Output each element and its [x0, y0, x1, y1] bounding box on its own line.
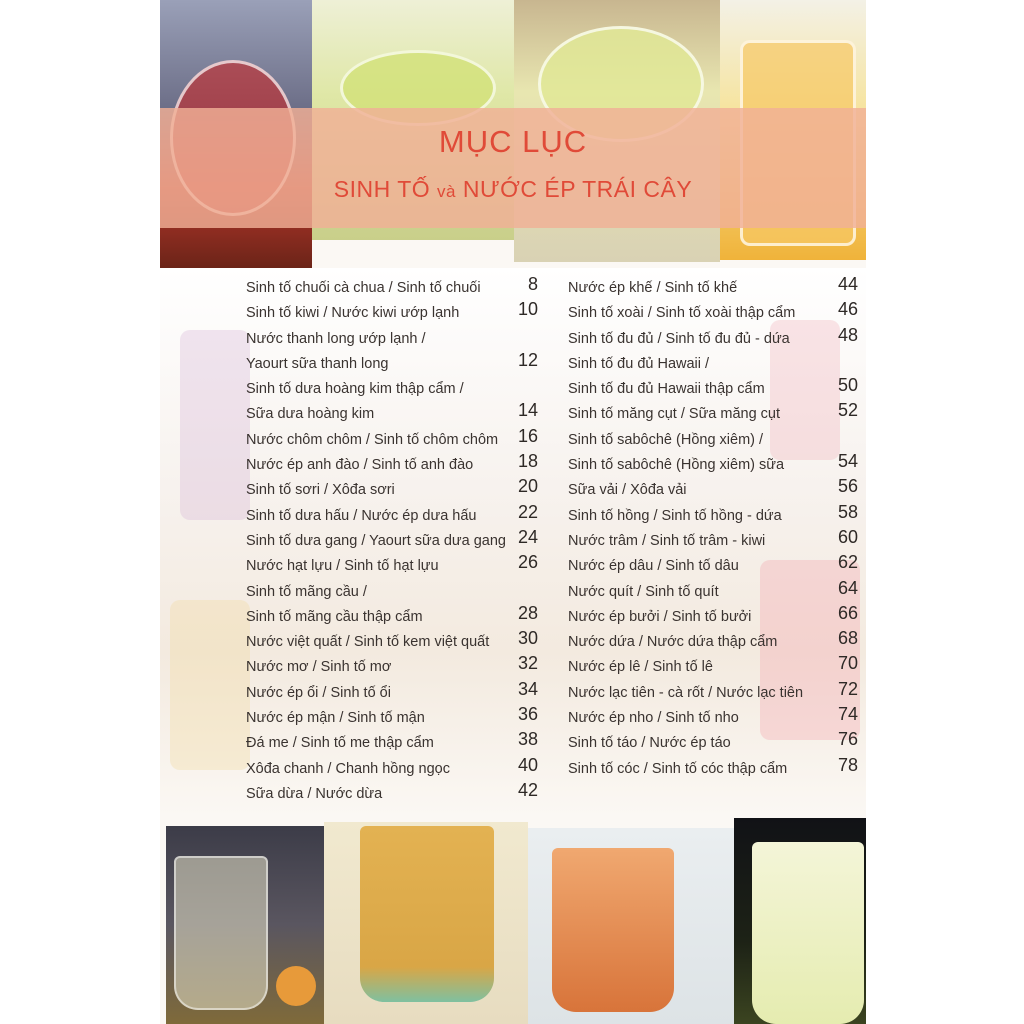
toc-entry-title: Sinh tố hồng / Sinh tố hồng - dứa [568, 507, 782, 524]
toc-entry [568, 301, 858, 326]
toc-entry [246, 478, 546, 503]
toc-entry [568, 324, 858, 352]
toc-entry-page: 78 [837, 754, 858, 775]
toc-entry [246, 377, 546, 402]
page-title: MỤC LỤC [438, 124, 588, 159]
toc-entry-page: 68 [837, 628, 858, 649]
toc-entry-page: 70 [837, 653, 858, 674]
toc-entry-title: Nước lạc tiên - cà rốt / Nước lạc tiên [568, 684, 804, 701]
toc-entry-page: 60 [837, 526, 858, 547]
lime-slush-photo [734, 818, 866, 1024]
toc-entry-page: 34 [517, 678, 538, 699]
toc-entry-page: 30 [517, 628, 538, 649]
toc-entry-title: Nước trâm / Sinh tố trâm - kiwi [568, 532, 766, 549]
toc-entry-page: 62 [837, 552, 858, 573]
toc-entry-title: Sinh tố sabôchê (Hồng xiêm) sữa [568, 457, 785, 474]
toc-entry-title: Sinh tố sabôchê (Hồng xiêm) / [568, 431, 764, 448]
toc-entry [568, 428, 858, 453]
toc-entry-title: Nước ép mận / Sinh tố mận [246, 710, 425, 727]
page-subtitle [160, 176, 866, 203]
toc-entry-page: 66 [837, 602, 858, 623]
toc-entry-title: Sinh tố dưa hoàng kim thập cẩm / [246, 381, 464, 398]
toc-entry [246, 580, 546, 605]
toc-entry [568, 377, 858, 402]
toc-entry-title: Sữa dưa hoàng kim [246, 406, 375, 423]
toc-entry-title: Nước việt quất / Sinh tố kem việt quất [246, 634, 490, 651]
toc-entry-page: 46 [837, 299, 858, 320]
toc-entry-page: 16 [517, 425, 538, 446]
toc-entry [568, 453, 858, 478]
papaya-juice-glass [552, 848, 674, 1012]
toc-entry [246, 779, 546, 807]
toc-entry-title: Nước ép anh đào / Sinh tố anh đào [246, 457, 474, 474]
toc-entry [246, 501, 546, 529]
toc-entry-page: 18 [517, 451, 538, 472]
toc-entry [568, 630, 858, 655]
toc-entry-title: Sinh tố măng cụt / Sữa măng cụt [568, 406, 781, 423]
toc-entry-page: 22 [517, 501, 538, 522]
toc-entry-page: 72 [837, 678, 858, 699]
toc-entry [246, 327, 546, 352]
toc-entry-title: Nước ép bưởi / Sinh tố bưởi [568, 608, 752, 625]
toc-entry [568, 754, 858, 782]
papaya-juice-photo [528, 828, 734, 1024]
toc-entry [246, 655, 546, 680]
toc-entry-title: Sinh tố cóc / Sinh tố cóc thập cẩm [568, 760, 788, 777]
toc-entry-title: Sinh tố dưa gang / Yaourt sữa dưa gang [246, 532, 506, 549]
clear-glass [174, 856, 268, 1010]
toc-entry-title: Nước chôm chôm / Sinh tố chôm chôm [246, 431, 499, 448]
toc-entry-page: 28 [517, 602, 538, 623]
toc-entry-title: Nước hạt lựu / Sinh tố hạt lựu [246, 558, 439, 575]
subtitle-part1: SINH TỐ [333, 176, 431, 202]
toc-entry [246, 706, 546, 731]
toc-entry-title: Sinh tố xoài / Sinh tố xoài thập cẩm [568, 305, 796, 322]
toc-entry-title: Sữa dừa / Nước dừa [246, 785, 383, 802]
toc-entry-page: 20 [517, 476, 538, 497]
toc-entry-title: Sinh tố đu đủ / Sinh tố đu đủ - dứa [568, 330, 790, 347]
toc-entry [568, 678, 858, 706]
toc-entry [246, 301, 546, 326]
subtitle-part2: NƯỚC ÉP TRÁI CÂY [462, 176, 693, 202]
toc-entry-page: 24 [517, 526, 538, 547]
toc-entry [246, 526, 546, 554]
toc-entry-title: Sinh tố đu đủ Hawaii thập cẩm [568, 381, 765, 398]
toc-entry-title: Nước ép khế / Sinh tố khế [568, 280, 738, 296]
toc-entry-page: 76 [837, 729, 858, 750]
toc-entry [568, 526, 858, 554]
faded-drink-decoration [170, 600, 250, 770]
toc-entry-page: 14 [517, 400, 538, 421]
toc-entry-title: Nước thanh long ướp lạnh / [246, 330, 426, 347]
toc-entry [568, 577, 858, 605]
toc-entry-page: 32 [517, 653, 538, 674]
toc-entry [568, 554, 858, 579]
toc-entry-title: Sinh tố đu đủ Hawaii / [568, 355, 710, 372]
toc-entry-title: Nước dứa / Nước dứa thập cẩm [568, 634, 778, 651]
subtitle-conjunction: và [437, 182, 457, 201]
toc-entry [246, 754, 546, 782]
toc-entry-title: Nước ép nho / Sinh tố nho [568, 710, 739, 727]
toc-entry-page: 44 [837, 274, 858, 294]
toc-entry [246, 453, 546, 478]
toc-entry [568, 731, 858, 756]
toc-entry-title: Nước ép ổi / Sinh tố ổi [246, 684, 391, 701]
toc-entry [246, 731, 546, 756]
toc-entry-page: 12 [517, 349, 538, 370]
toc-entry-title: Sữa vải / Xôđa vải [568, 482, 687, 499]
toc-entry-page: 74 [837, 704, 858, 725]
toc-entry-page: 58 [837, 501, 858, 522]
toc-entry-page: 52 [837, 400, 858, 421]
toc-entry [568, 501, 858, 529]
toc-entry-page: 42 [517, 779, 538, 800]
toc-entry-title: Sinh tố táo / Nước ép táo [568, 735, 731, 752]
mango-smoothie-photo [324, 822, 528, 1024]
toc-left-column [246, 276, 546, 807]
toc-entry-title: Sinh tố chuối cà chua / Sinh tố chuối [246, 280, 481, 296]
toc-entry-title: Nước quít / Sinh tố quít [568, 583, 719, 600]
toc-entry-page: 10 [517, 299, 538, 320]
toc-entry-title: Sinh tố dưa hấu / Nước ép dưa hấu [246, 507, 477, 524]
toc-entry [246, 630, 546, 655]
toc-entry [568, 402, 858, 427]
toc-entry [246, 602, 546, 630]
toc-entry-title: Sinh tố mãng cầu / [246, 583, 367, 600]
toc-entry-page: 64 [837, 577, 858, 598]
toc-entry-title: Sinh tố kiwi / Nước kiwi ướp lạnh [246, 305, 460, 322]
toc-entry-page: 8 [527, 274, 538, 294]
toc-entry [568, 276, 858, 301]
toc-entry-page: 54 [837, 451, 858, 472]
toc-entry-page: 38 [517, 729, 538, 750]
toc-entry-page: 50 [837, 375, 858, 396]
toc-entry-title: Nước mơ / Sinh tố mơ [246, 659, 392, 676]
toc-entry-page: 56 [837, 476, 858, 497]
peach-fruit [276, 966, 316, 1006]
toc-entry [568, 602, 858, 630]
toc-entry-page: 48 [837, 324, 858, 345]
toc-right-column [568, 276, 858, 782]
toc-entry-page: 40 [517, 754, 538, 775]
peach-drink-photo [166, 826, 324, 1024]
lime-slush-glass [752, 842, 864, 1024]
toc-entry-title: Nước ép lê / Sinh tố lê [568, 659, 713, 676]
toc-entry [568, 352, 858, 377]
book-page [160, 0, 866, 1024]
toc-entry-title: Xôđa chanh / Chanh hồng ngọc [246, 760, 450, 777]
faded-drink-decoration [180, 330, 250, 520]
toc-entry-title: Nước ép dâu / Sinh tố dâu [568, 558, 739, 575]
toc-entry [246, 402, 546, 427]
toc-entry [246, 276, 546, 301]
toc-entry [568, 706, 858, 731]
mango-smoothie-glass [360, 826, 494, 1002]
toc-entry-page: 36 [517, 704, 538, 725]
toc-entry-title: Sinh tố sơri / Xôđa sơri [246, 482, 395, 499]
toc-entry-title: Sinh tố mãng cầu thập cẩm [246, 608, 423, 625]
toc-entry [568, 655, 858, 680]
toc-entry-page: 26 [517, 552, 538, 573]
toc-entry-title: Đá me / Sinh tố me thập cẩm [246, 735, 434, 752]
toc-entry [246, 425, 546, 453]
toc-entry [246, 678, 546, 706]
toc-entry-title: Yaourt sữa thanh long [246, 355, 389, 372]
toc-entry [246, 349, 546, 377]
toc-entry [246, 554, 546, 579]
toc-entry [568, 478, 858, 503]
